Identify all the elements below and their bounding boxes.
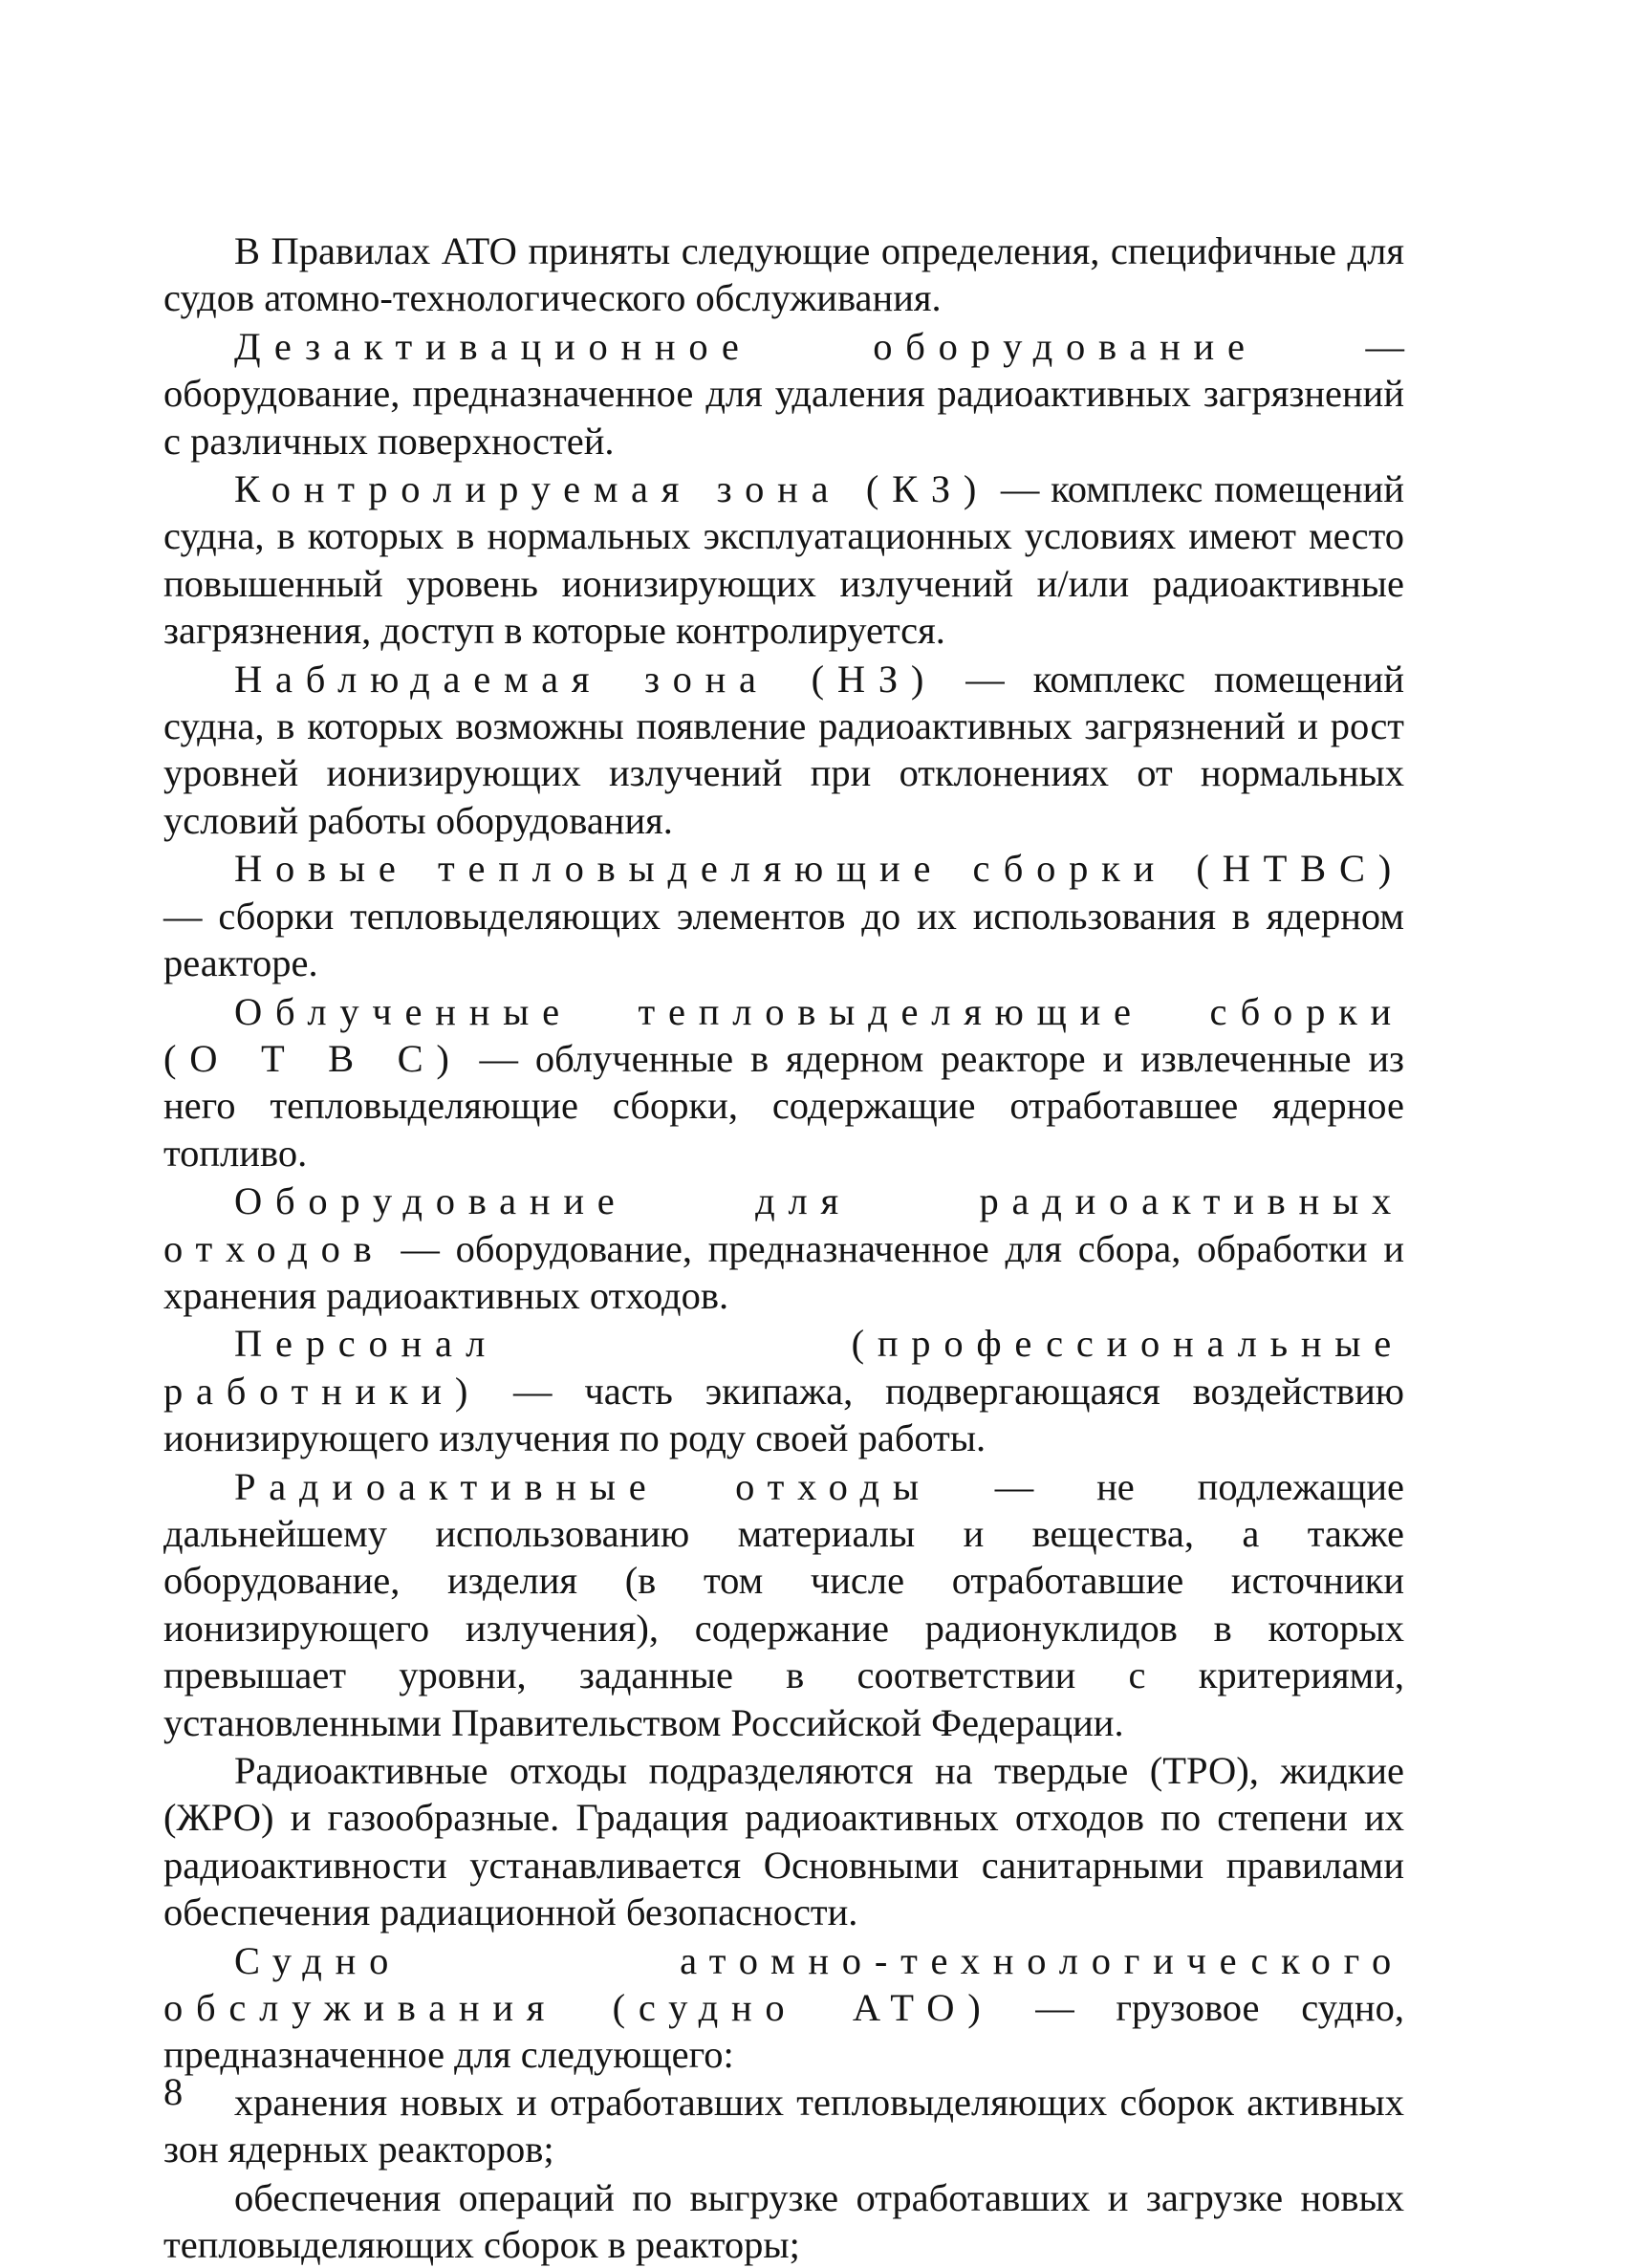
definition-text: — не подлежащие дальнейшему использованию материалы и вещества, а также оборудование, изделия (в том числе отработавшие источники ионизирующего излучения), содержание радионуклидов в которых превышает уровни, заданные в соответствии с критериями, установленными Правительством Российской Федерации. — [163, 1464, 1404, 1744]
definition-term: Персонал (профессиональные работники) — [163, 1322, 1404, 1413]
definition-text: — грузовое судно, предназначенное для следующего: — [163, 1986, 1404, 2077]
definition-personnel — [163, 1320, 1404, 1461]
definition-term: Наблюдаемая зона (НЗ) — [234, 657, 938, 701]
definition-term: Радиоактивные отходы — [234, 1464, 932, 1508]
paragraph-text: Радиоактивные отходы подразделяются на твердые (ТРО), жидкие (ЖРО) и газообразные. Градация радиоактивных отходов по степени их радиоактивности устанавливается Основными санитарными правилами обеспечения радиационной безопасности. — [163, 1749, 1404, 1934]
definition-new-fuel-assemblies — [163, 845, 1404, 986]
page-number: 8 — [163, 2070, 184, 2113]
definition-decontamination-equipment — [163, 323, 1404, 464]
definition-term: Оборудование для радиоактивных отходов — [163, 1179, 1404, 1270]
definition-radioactive-waste-equipment — [163, 1177, 1404, 1319]
definition-text: — облученные в ядерном реакторе и извлеченные из него тепловыделяющие сборки, содержащие отработавшее ядерное топливо. — [163, 1036, 1405, 1175]
definition-text: — оборудование, предназначенное для удаления радиоактивных загрязнений с различных поверхностей. — [163, 324, 1404, 463]
intro-paragraph — [163, 227, 1404, 322]
definition-term: Контролируемая зона (КЗ) — [234, 467, 990, 511]
definition-text: — часть экипажа, подвергающаяся воздействию ионизирующего излучения по роду своей работы. — [163, 1369, 1404, 1460]
definition-text: — сборки тепловыделяющих элементов до их использования в ядерном реакторе. — [163, 894, 1404, 985]
definition-observed-zone — [163, 656, 1404, 845]
definition-term: Новые тепловыделяющие сборки (НТВС) — [234, 847, 1404, 891]
definition-radioactive-waste — [163, 1463, 1404, 1746]
paragraph-text: хранения новых и отработавших тепловыделяющих сборок активных зон ядерных реакторов; — [163, 2080, 1404, 2171]
definition-text: — оборудование, предназначенное для сбора, обработки и хранения радиоактивных отходов. — [163, 1226, 1404, 1317]
document-body — [163, 227, 1404, 2268]
paragraph-text: В Правилах АТО приняты следующие определения, специфичные для судов атомно-технологического обслуживания. — [163, 229, 1404, 320]
waste-classification-paragraph — [163, 1747, 1404, 1936]
definition-term: Дезактивационное оборудование — [234, 324, 1258, 368]
definition-text: — комплекс помещений судна, в которых возможны появление радиоактивных загрязнений и рост уровней ионизирующих излучений при отклонениях от нормальных условий работы оборудования. — [163, 657, 1404, 842]
definition-term: Судно атомно-технологического обслуживания (судно АТО) — [163, 1938, 1404, 2030]
purpose-item-storage — [163, 2079, 1404, 2173]
paragraph-text: обеспечения операций по выгрузке отработавших и загрузке новых тепловыделяющих сборок в реакторы; — [163, 2175, 1404, 2267]
definition-irradiated-fuel-assemblies — [163, 988, 1404, 1177]
definition-ato-vessel — [163, 1937, 1404, 2079]
definition-text: — комплекс помещений судна, в которых в нормальных эксплуатационных условиях имеют место повышенный уровень ионизирующих излучений и/или радиоактивные загрязнения, доступ в которые контролируется. — [163, 467, 1405, 653]
purpose-item-operations — [163, 2174, 1404, 2268]
definition-controlled-zone — [163, 465, 1404, 655]
definition-term: Облученные тепловыделяющие сборки (О Т В С) — [163, 989, 1404, 1080]
